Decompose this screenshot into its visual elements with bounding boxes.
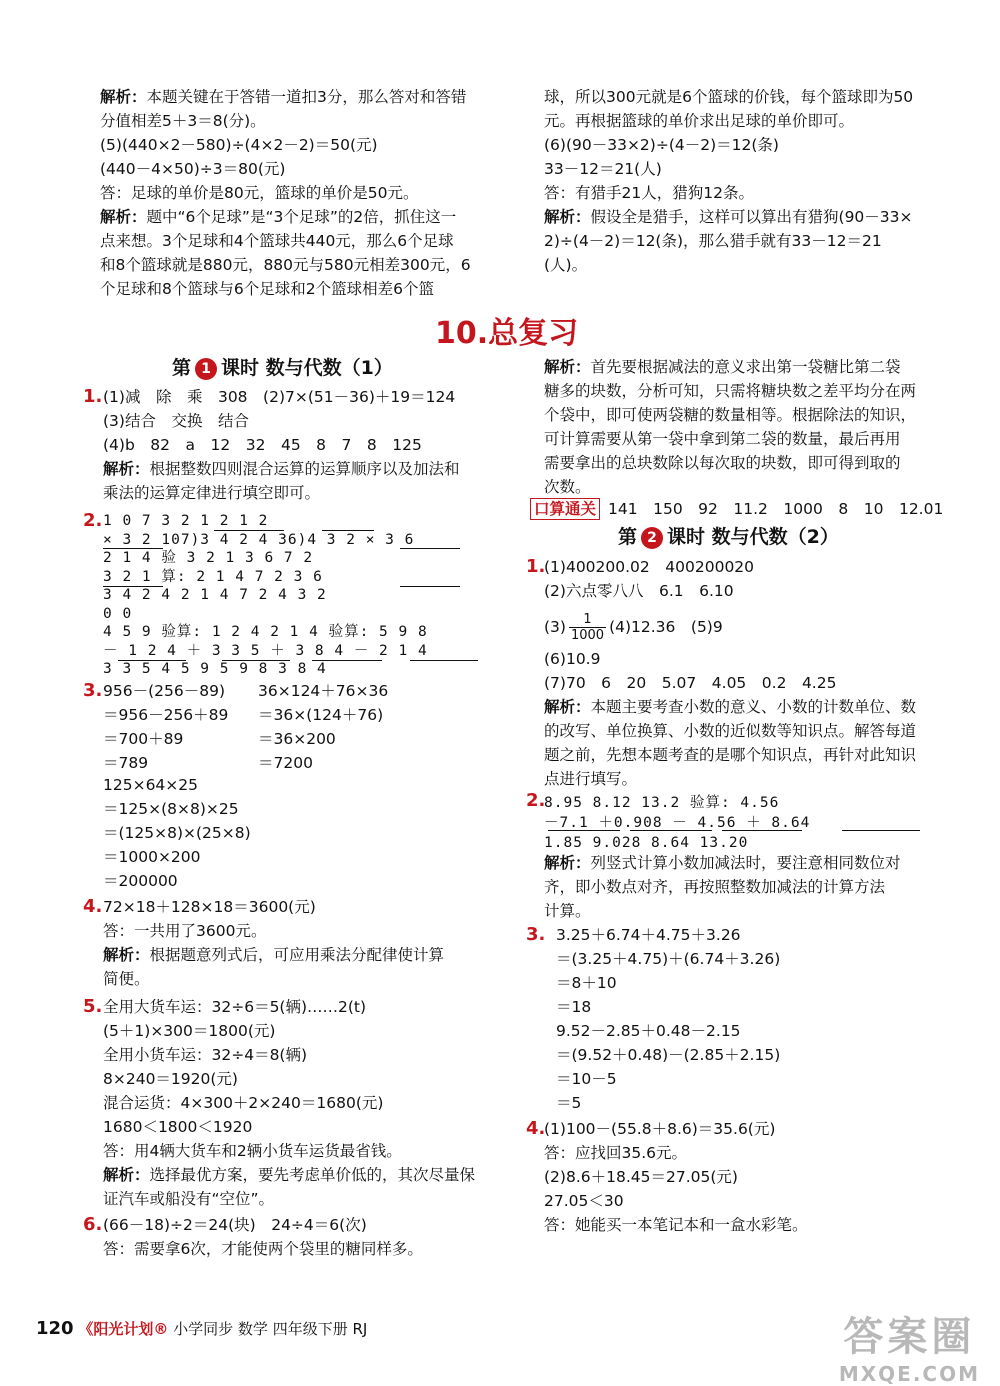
text-line: 齐，即小数点对齐，再按照整数加减法的计算方法 bbox=[544, 878, 886, 896]
text-line: (人)。 bbox=[544, 256, 588, 274]
text-line: 计算。 bbox=[544, 902, 591, 920]
question-number: 4. bbox=[83, 896, 103, 917]
text-line: (2)六点零八八 6.1 6.10 bbox=[544, 582, 734, 600]
divider-line bbox=[103, 586, 163, 587]
text-line: (3)结合 交换 结合 bbox=[103, 412, 249, 430]
text-line: 混合运货：4×300＋2×240＝1680(元) bbox=[103, 1094, 384, 1112]
decimal-calc-row: －7.1 ＋0.908 － 4.56 ＋ 8.64 bbox=[544, 815, 811, 831]
question-number: 3. bbox=[526, 924, 546, 945]
text-line: 解析：本题关键在于答错一道扣3分，那么答对和答错 bbox=[100, 88, 467, 106]
text-line: 全用大货车运：32÷6＝5(辆)……2(t) bbox=[103, 998, 367, 1016]
text-line: 球，所以300元就是6个篮球的价钱，每个篮球即为50 bbox=[544, 88, 914, 106]
vertical-calc-row: 0 0 bbox=[103, 605, 133, 622]
question-number: 2. bbox=[526, 790, 546, 811]
text-line: ＝5 bbox=[556, 1094, 582, 1112]
vertical-calc-row: × 3 2 107)3 4 2 4 36)4 3 2 × 3 6 bbox=[103, 531, 415, 548]
text-line: 72×18＋128×18＝3600(元) bbox=[103, 898, 316, 916]
text-line: ＝1000×200 bbox=[103, 848, 201, 866]
text-line: 点进行填写。 bbox=[544, 770, 638, 788]
text-line: 答：她能买一本笔记本和一盒水彩笔。 bbox=[544, 1216, 808, 1234]
text-line: 证汽车或船没有“空位”。 bbox=[103, 1190, 275, 1208]
text-line: 3.25＋6.74＋4.75＋3.26 bbox=[556, 926, 741, 944]
vertical-calc-row: 3 3 5 4 5 9 5 9 8 3 8 4 bbox=[103, 661, 327, 677]
text-line: ＝200000 bbox=[103, 872, 178, 890]
text-line: (2)8.6＋18.45＝27.05(元) bbox=[544, 1168, 738, 1186]
oral-calc-row bbox=[530, 498, 943, 520]
text-line: (1)100－(55.8＋8.6)＝35.6(元) bbox=[544, 1120, 776, 1138]
vertical-calc-row: 1 0 7 3 2 1 2 1 2 bbox=[103, 513, 269, 529]
question-number: 1. bbox=[83, 386, 103, 407]
decimal-calc-row: 1.85 9.028 8.64 13.20 bbox=[544, 835, 749, 851]
divider-line bbox=[322, 530, 374, 531]
text-line: 个袋中，即可使两袋糖的数量相等。根据除法的知识， bbox=[544, 406, 917, 424]
divider-line bbox=[410, 660, 478, 661]
text-line: 和8个篮球就是880元，880元与580元相差300元，6 bbox=[100, 256, 471, 274]
lesson1-heading: 第 1 课时 数与代数（1） bbox=[172, 357, 393, 379]
text-line: ＝700＋89 bbox=[103, 730, 184, 748]
text-line: 解析：根据整数四则混合运算的运算顺序以及加法和 bbox=[103, 460, 460, 478]
text-line: 解析：首先要根据减法的意义求出第一袋糖比第二袋 bbox=[544, 358, 901, 376]
text-line: (440－4×50)÷3＝80(元) bbox=[100, 160, 286, 178]
text-line: 解析：根据题意列式后，可应用乘法分配律使计算 bbox=[103, 946, 445, 964]
chapter-title: 10.总复习 bbox=[435, 316, 579, 351]
text-line: 解析：列竖式计算小数加减法时，要注意相同数位对 bbox=[544, 854, 901, 872]
text-line: 糖多的块数，分析可知，只需将糖块数之差平均分在两 bbox=[544, 382, 917, 400]
text-line: 36×124＋76×36 bbox=[258, 682, 389, 700]
text-line: 需要拿出的总块数除以每次取的块数，即可得到取的 bbox=[544, 454, 901, 472]
text-line: 125×64×25 bbox=[103, 776, 199, 794]
divider-line bbox=[214, 530, 284, 531]
text-line: 答：用4辆大货车和2辆小货车运货最省钱。 bbox=[103, 1142, 402, 1160]
text-line: 解析：假设全是猎手，这样可以算出有猎狗(90－33× bbox=[544, 208, 913, 226]
divider-line bbox=[400, 548, 460, 549]
oral-calc-label: 口算通关 bbox=[530, 498, 600, 520]
question-number: 3. bbox=[83, 680, 103, 701]
text-line: ＝36×(124＋76) bbox=[258, 706, 384, 724]
text-line: 个足球和8个篮球与6个足球和2个篮球相差6个篮 bbox=[100, 280, 434, 298]
text-line: 答：一共用了3600元。 bbox=[103, 922, 267, 940]
text-line: ＝789 bbox=[103, 754, 149, 772]
vertical-calc-row: 2 1 4 验 3 2 1 3 6 7 2 bbox=[103, 550, 314, 566]
watermark: 答案圈 MXQE.COM bbox=[838, 1314, 980, 1386]
question-number: 4. bbox=[526, 1118, 546, 1139]
question-number: 2. bbox=[83, 510, 103, 531]
text-line: ＝10－5 bbox=[556, 1070, 617, 1088]
text-line: ＝8＋10 bbox=[556, 974, 617, 992]
vertical-calc-row: － 1 2 4 ＋ 3 3 5 ＋ 3 8 4 － 2 1 4 bbox=[103, 642, 428, 659]
text-line: ＝36×200 bbox=[258, 730, 336, 748]
text-line: 可计算需要从第一袋中拿到第二袋的数量，最后再用 bbox=[544, 430, 901, 448]
text-line: 1680＜1800＜1920 bbox=[103, 1118, 253, 1136]
vertical-calc-row: 4 5 9 验算: 1 2 4 2 1 4 验算: 5 9 8 bbox=[103, 624, 428, 640]
divider-line bbox=[722, 830, 802, 831]
divider-line bbox=[400, 586, 460, 587]
text-line: (1)减 除 乘 308 (2)7×(51－36)＋19＝124 bbox=[103, 388, 456, 406]
question-number: 5. bbox=[83, 996, 103, 1017]
text-line: ＝125×(8×8)×25 bbox=[103, 800, 239, 818]
text-line: 乘法的运算定律进行填空即可。 bbox=[103, 484, 321, 502]
divider-line bbox=[630, 830, 712, 831]
text-line: 解析：本题主要考查小数的意义、小数的计数单位、数 bbox=[544, 698, 917, 716]
text-line: 的改写、单位换算、小数的近似数等知识点。解答每道 bbox=[544, 722, 917, 740]
text-line: 答：足球的单价是80元，篮球的单价是50元。 bbox=[100, 184, 419, 202]
vertical-calc-row: 3 4 2 4 2 1 4 7 2 4 3 2 bbox=[103, 587, 327, 603]
divider-line bbox=[842, 830, 920, 831]
text-line: ＝(3.25＋4.75)＋(6.74＋3.26) bbox=[556, 950, 781, 968]
lesson2-heading: 第 2 课时 数与代数（2） bbox=[618, 526, 839, 548]
text-line: 解析：题中“6个足球”是“3个足球”的2倍，抓住这一 bbox=[100, 208, 457, 226]
text-line: (66－18)÷2＝24(块) 24÷4＝6(次) bbox=[103, 1216, 367, 1234]
divider-line bbox=[103, 548, 163, 549]
text-line: 答：有猎手21人，猎狗12条。 bbox=[544, 184, 754, 202]
text-line: 解析：选择最优方案，要先考虑单价低的，其次尽量保 bbox=[103, 1166, 476, 1184]
text-line: 27.05＜30 bbox=[544, 1192, 624, 1210]
text-line: 简便。 bbox=[103, 970, 150, 988]
text-line: 题之前，先想本题考查的是哪个知识点，再针对此知识 bbox=[544, 746, 917, 764]
divider-line bbox=[548, 830, 620, 831]
text-line: (1)400200.02 400200020 bbox=[544, 558, 755, 576]
text-line: 2)÷(4－2)＝12(条)，那么猎手就有33－12＝21 bbox=[544, 232, 882, 250]
text-line: 33－12＝21(人) bbox=[544, 160, 662, 178]
fraction: $\frac{1}{1000}$ bbox=[570, 612, 605, 643]
text-line: 点来想。3个足球和4个篮球共440元，那么6个足球 bbox=[100, 232, 454, 250]
text-line: 分值相差5＋3＝8(分)。 bbox=[100, 112, 266, 130]
text-line: ＝956－256＋89 bbox=[103, 706, 229, 724]
fraction-line: (3) $\frac{1}{1000}$ (4)12.36 (5)9 bbox=[544, 612, 723, 643]
text-line: 答：应找回35.6元。 bbox=[544, 1144, 688, 1162]
page-footer: 120 《阳光计划® 小学同步 数学 四年级下册 RJ bbox=[36, 1318, 368, 1339]
text-line: (4)b 82 a 12 32 45 8 7 8 125 bbox=[103, 436, 422, 454]
text-line: (5)(440×2－580)÷(4×2－2)＝50(元) bbox=[100, 136, 378, 154]
text-line: (7)70 6 20 5.07 4.05 0.2 4.25 bbox=[544, 674, 837, 692]
decimal-calc-row: 8.95 8.12 13.2 验算: 4.56 bbox=[544, 795, 780, 811]
divider-line bbox=[312, 660, 382, 661]
text-line: 答：需要拿6次，才能使两个袋里的糖同样多。 bbox=[103, 1240, 423, 1258]
divider-line bbox=[222, 660, 290, 661]
text-line: 次数。 bbox=[544, 478, 591, 496]
divider-line bbox=[118, 660, 186, 661]
question-number: 1. bbox=[526, 556, 546, 577]
text-line: (5＋1)×300＝1800(元) bbox=[103, 1022, 276, 1040]
vertical-calc-row: 3 2 1 算: 2 1 4 7 2 3 6 bbox=[103, 568, 323, 585]
text-line: ＝18 bbox=[556, 998, 592, 1016]
text-line: 956－(256－89) bbox=[103, 682, 225, 700]
question-number: 6. bbox=[83, 1214, 103, 1235]
text-line: (6)(90－33×2)÷(4－2)＝12(条) bbox=[544, 136, 779, 154]
text-line: ＝7200 bbox=[258, 754, 313, 772]
text-line: 9.52－2.85＋0.48－2.15 bbox=[556, 1022, 741, 1040]
text-line: (6)10.9 bbox=[544, 650, 601, 668]
text-line: 全用小货车运：32÷4＝8(辆) bbox=[103, 1046, 308, 1064]
text-line: ＝(9.52＋0.48)－(2.85＋2.15) bbox=[556, 1046, 781, 1064]
text-line: 8×240＝1920(元) bbox=[103, 1070, 238, 1088]
oral-calc-values: 141 150 92 11.2 1000 8 10 12.01 bbox=[608, 500, 944, 518]
text-line: ＝(125×8)×(25×8) bbox=[103, 824, 251, 842]
text-line: 元。再根据篮球的单价求出足球的单价即可。 bbox=[544, 112, 855, 130]
